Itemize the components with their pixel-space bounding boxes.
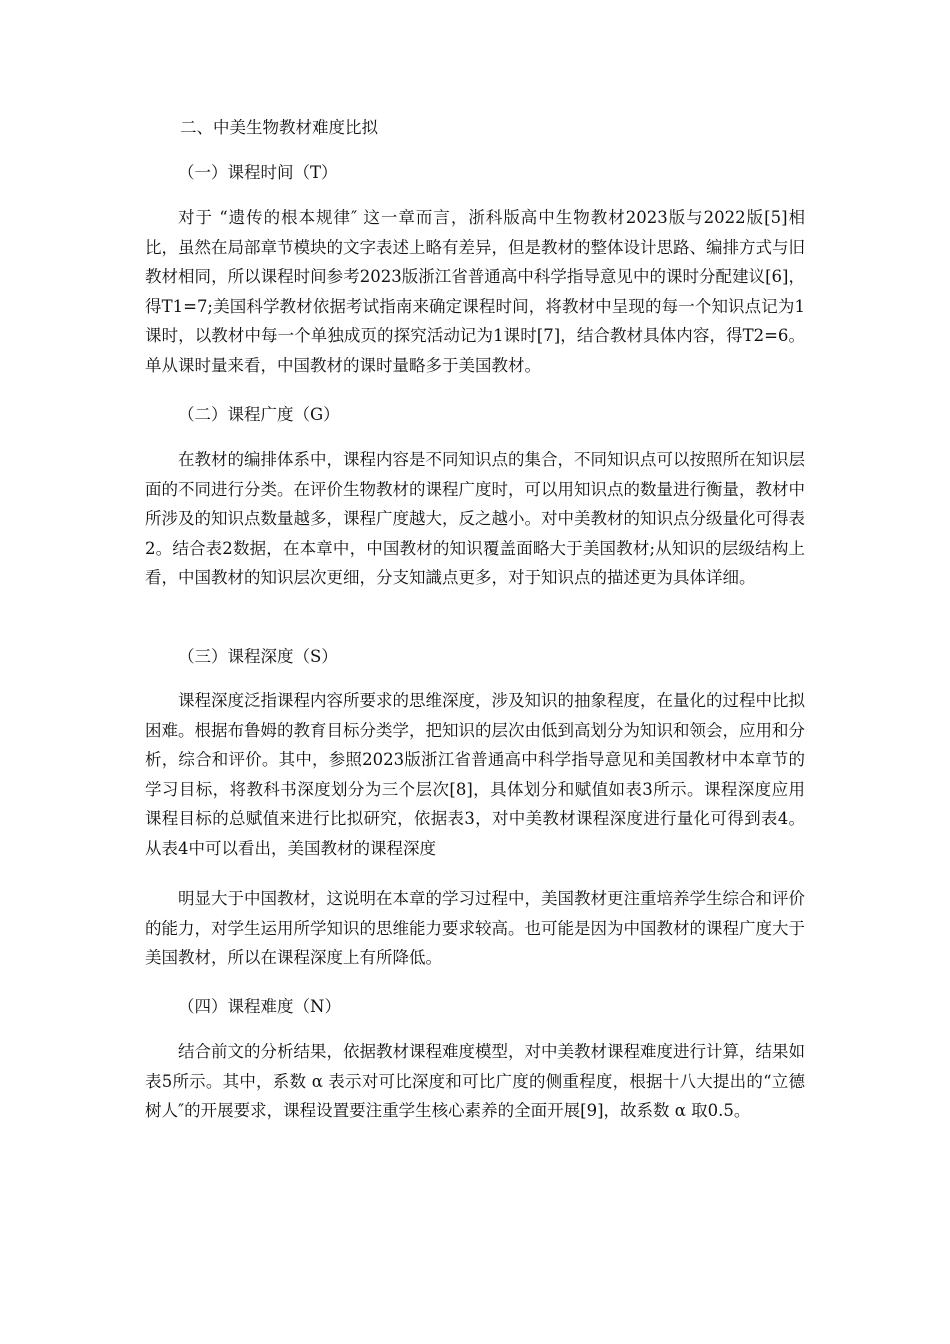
subsection-heading-depth: （三）课程深度（S） xyxy=(178,647,338,666)
paragraph-breadth: 在教材的编排体系中，课程内容是不同知识点的集合，不同知识点可以按照所在知识层面的不同进行分类。在评价生物教材的课程广度时，可以用知识点的数量进行衡量，教材中所涉及的知识点数量越多，课程广度越大，反之越小。对中美教材的知识点分级量化可得表2。结合表2数据，在本章中，中国教材的知识覆盖面略大于美国教材;从知识的层级结构上看，中国教材的知识层次更细，分支知識点更多，对于知识点的描述更为具体详细。 xyxy=(145,450,805,587)
subsection-heading-difficulty: （四）课程难度（N） xyxy=(178,997,341,1016)
subsection-heading-breadth: （二）课程广度（G） xyxy=(178,405,340,424)
paragraph-time: 对于 “遗传的根本规律″ 这一章而言，浙科版高中生物教材2023版与2022版[5]相比，虽然在局部章节模块的文字表述上略有差异，但是教材的整体设计思路、编排方式与旧教材相同，所以课程时间参考2023版浙江省普通高中科学指导意见中的课时分配建议[6]，得T1=7;美国科学教材依据考试指南来确定课程时间，将教材中呈现的每一个知识点记为1课时，以教材中每一个单独成页的探究活动记为1课时[7]，结合教材具体内容，得T2=6。单从课时量来看，中国教材的课时量略多于美国教材。 xyxy=(145,208,805,375)
paragraph-difficulty: 结合前文的分析结果，依据教材课程难度模型，对中美教材课程难度进行计算，结果如表5所示。其中，系数 α 表示对可比深度和可比广度的侧重程度，根据十八大提出的“立德树人″的开展要求，课程设置要注重学生核心素养的全面开展[9]，故系数 α 取0.5。 xyxy=(145,1042,805,1120)
subsection-heading-time: （一）课程时间（T） xyxy=(178,163,338,182)
paragraph-depth-1: 课程深度泛指课程内容所要求的思维深度，涉及知识的抽象程度，在量化的过程中比拟困难。根据布鲁姆的教育目标分类学，把知识的层次由低到高划分为知识和领会，应用和分析，综合和评价。其中，参照2023版浙江省普通高中科学指导意见和美国教材中本章节的学习目标，将教科书深度划分为三个层次[8]，具体划分和赋值如表3所示。课程深度应用课程目标的总赋值来进行比拟研究，依据表3，对中美教材课程深度进行量化可得到表4。从表4中可以看出，美国教材的课程深度 xyxy=(145,691,805,858)
paragraph-depth-2: 明显大于中国教材，这说明在本章的学习过程中，美国教材更注重培养学生综合和评价的能力，对学生运用所学知识的思维能力要求较高。也可能是因为中国教材的课程广度大于美国教材，所以在课程深度上有所降低。 xyxy=(145,889,805,967)
section-title: 二、中美生物教材难度比拟 xyxy=(180,118,378,137)
